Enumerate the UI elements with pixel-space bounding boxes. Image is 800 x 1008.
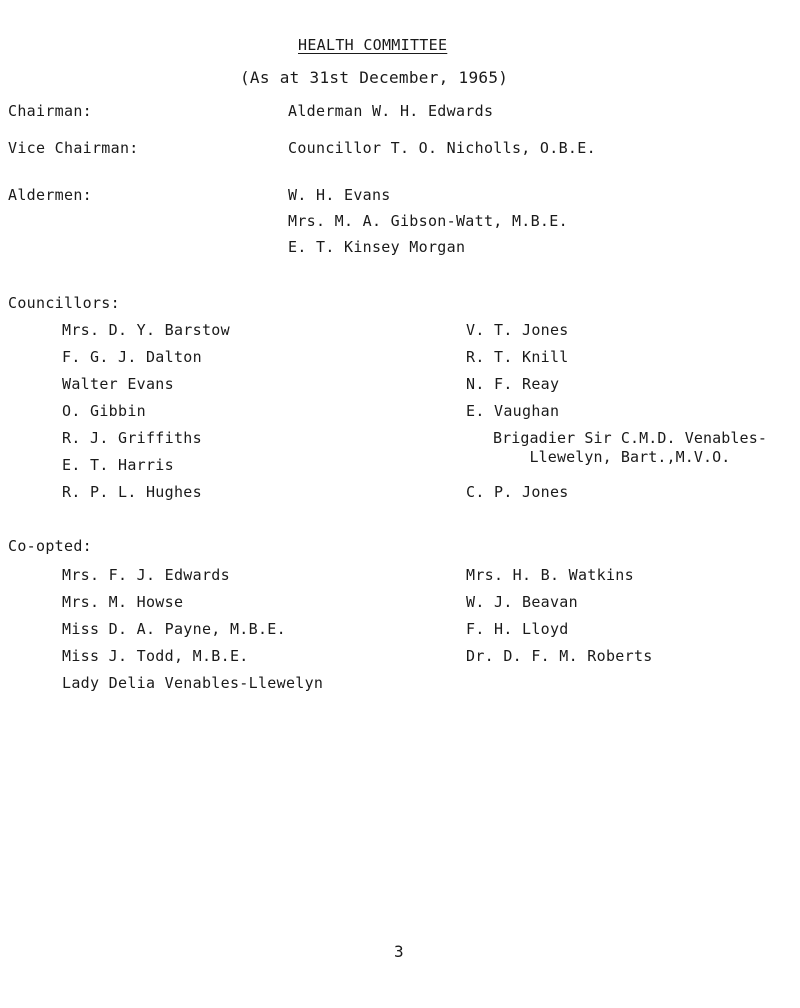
councillor-name: Walter Evans	[62, 375, 174, 393]
councillor-name: R. J. Griffiths	[62, 429, 202, 447]
co-opted-name: Lady Delia Venables-Llewelyn	[62, 674, 324, 692]
vice-chairman-name: Councillor T. O. Nicholls, O.B.E.	[288, 139, 596, 157]
co-opted-name: Mrs. H. B. Watkins	[466, 566, 634, 584]
alderman-name: E. T. Kinsey Morgan	[288, 238, 466, 256]
page-title: HEALTH COMMITTEE	[298, 36, 448, 54]
page-subtitle: (As at 31st December, 1965)	[240, 68, 509, 87]
co-opted-name: W. J. Beavan	[466, 593, 578, 611]
councillor-name: F. G. J. Dalton	[62, 348, 202, 366]
co-opted-name: Miss D. A. Payne, M.B.E.	[62, 620, 286, 638]
aldermen-label: Aldermen:	[8, 186, 92, 204]
councillors-label: Councillors:	[8, 294, 120, 312]
councillor-name: Brigadier Sir C.M.D. Venables-Llewelyn, Bart.,M.V.O.	[493, 429, 767, 466]
councillor-name: C. P. Jones	[466, 483, 569, 501]
alderman-name: W. H. Evans	[288, 186, 391, 204]
co-opted-name: Mrs. F. J. Edwards	[62, 566, 230, 584]
councillor-name: R. P. L. Hughes	[62, 483, 202, 501]
councillor-name: Mrs. D. Y. Barstow	[62, 321, 230, 339]
page-number: 3	[394, 942, 404, 961]
alderman-name: Mrs. M. A. Gibson-Watt, M.B.E.	[288, 212, 568, 230]
councillor-name: N. F. Reay	[466, 375, 560, 393]
co-opted-name: F. H. Lloyd	[466, 620, 569, 638]
chairman-name: Alderman W. H. Edwards	[288, 102, 494, 120]
councillor-name: E. T. Harris	[62, 456, 174, 474]
co-opted-name: Dr. D. F. M. Roberts	[466, 647, 653, 665]
co-opted-name: Miss J. Todd, M.B.E.	[62, 647, 249, 665]
co-opted-name: Mrs. M. Howse	[62, 593, 184, 611]
councillor-name: O. Gibbin	[62, 402, 146, 420]
councillor-name: V. T. Jones	[466, 321, 569, 339]
councillor-name: E. Vaughan	[466, 402, 560, 420]
councillor-name: R. T. Knill	[466, 348, 569, 366]
chairman-label: Chairman:	[8, 102, 92, 120]
vice-chairman-label: Vice Chairman:	[8, 139, 139, 157]
co-opted-label: Co-opted:	[8, 537, 92, 555]
